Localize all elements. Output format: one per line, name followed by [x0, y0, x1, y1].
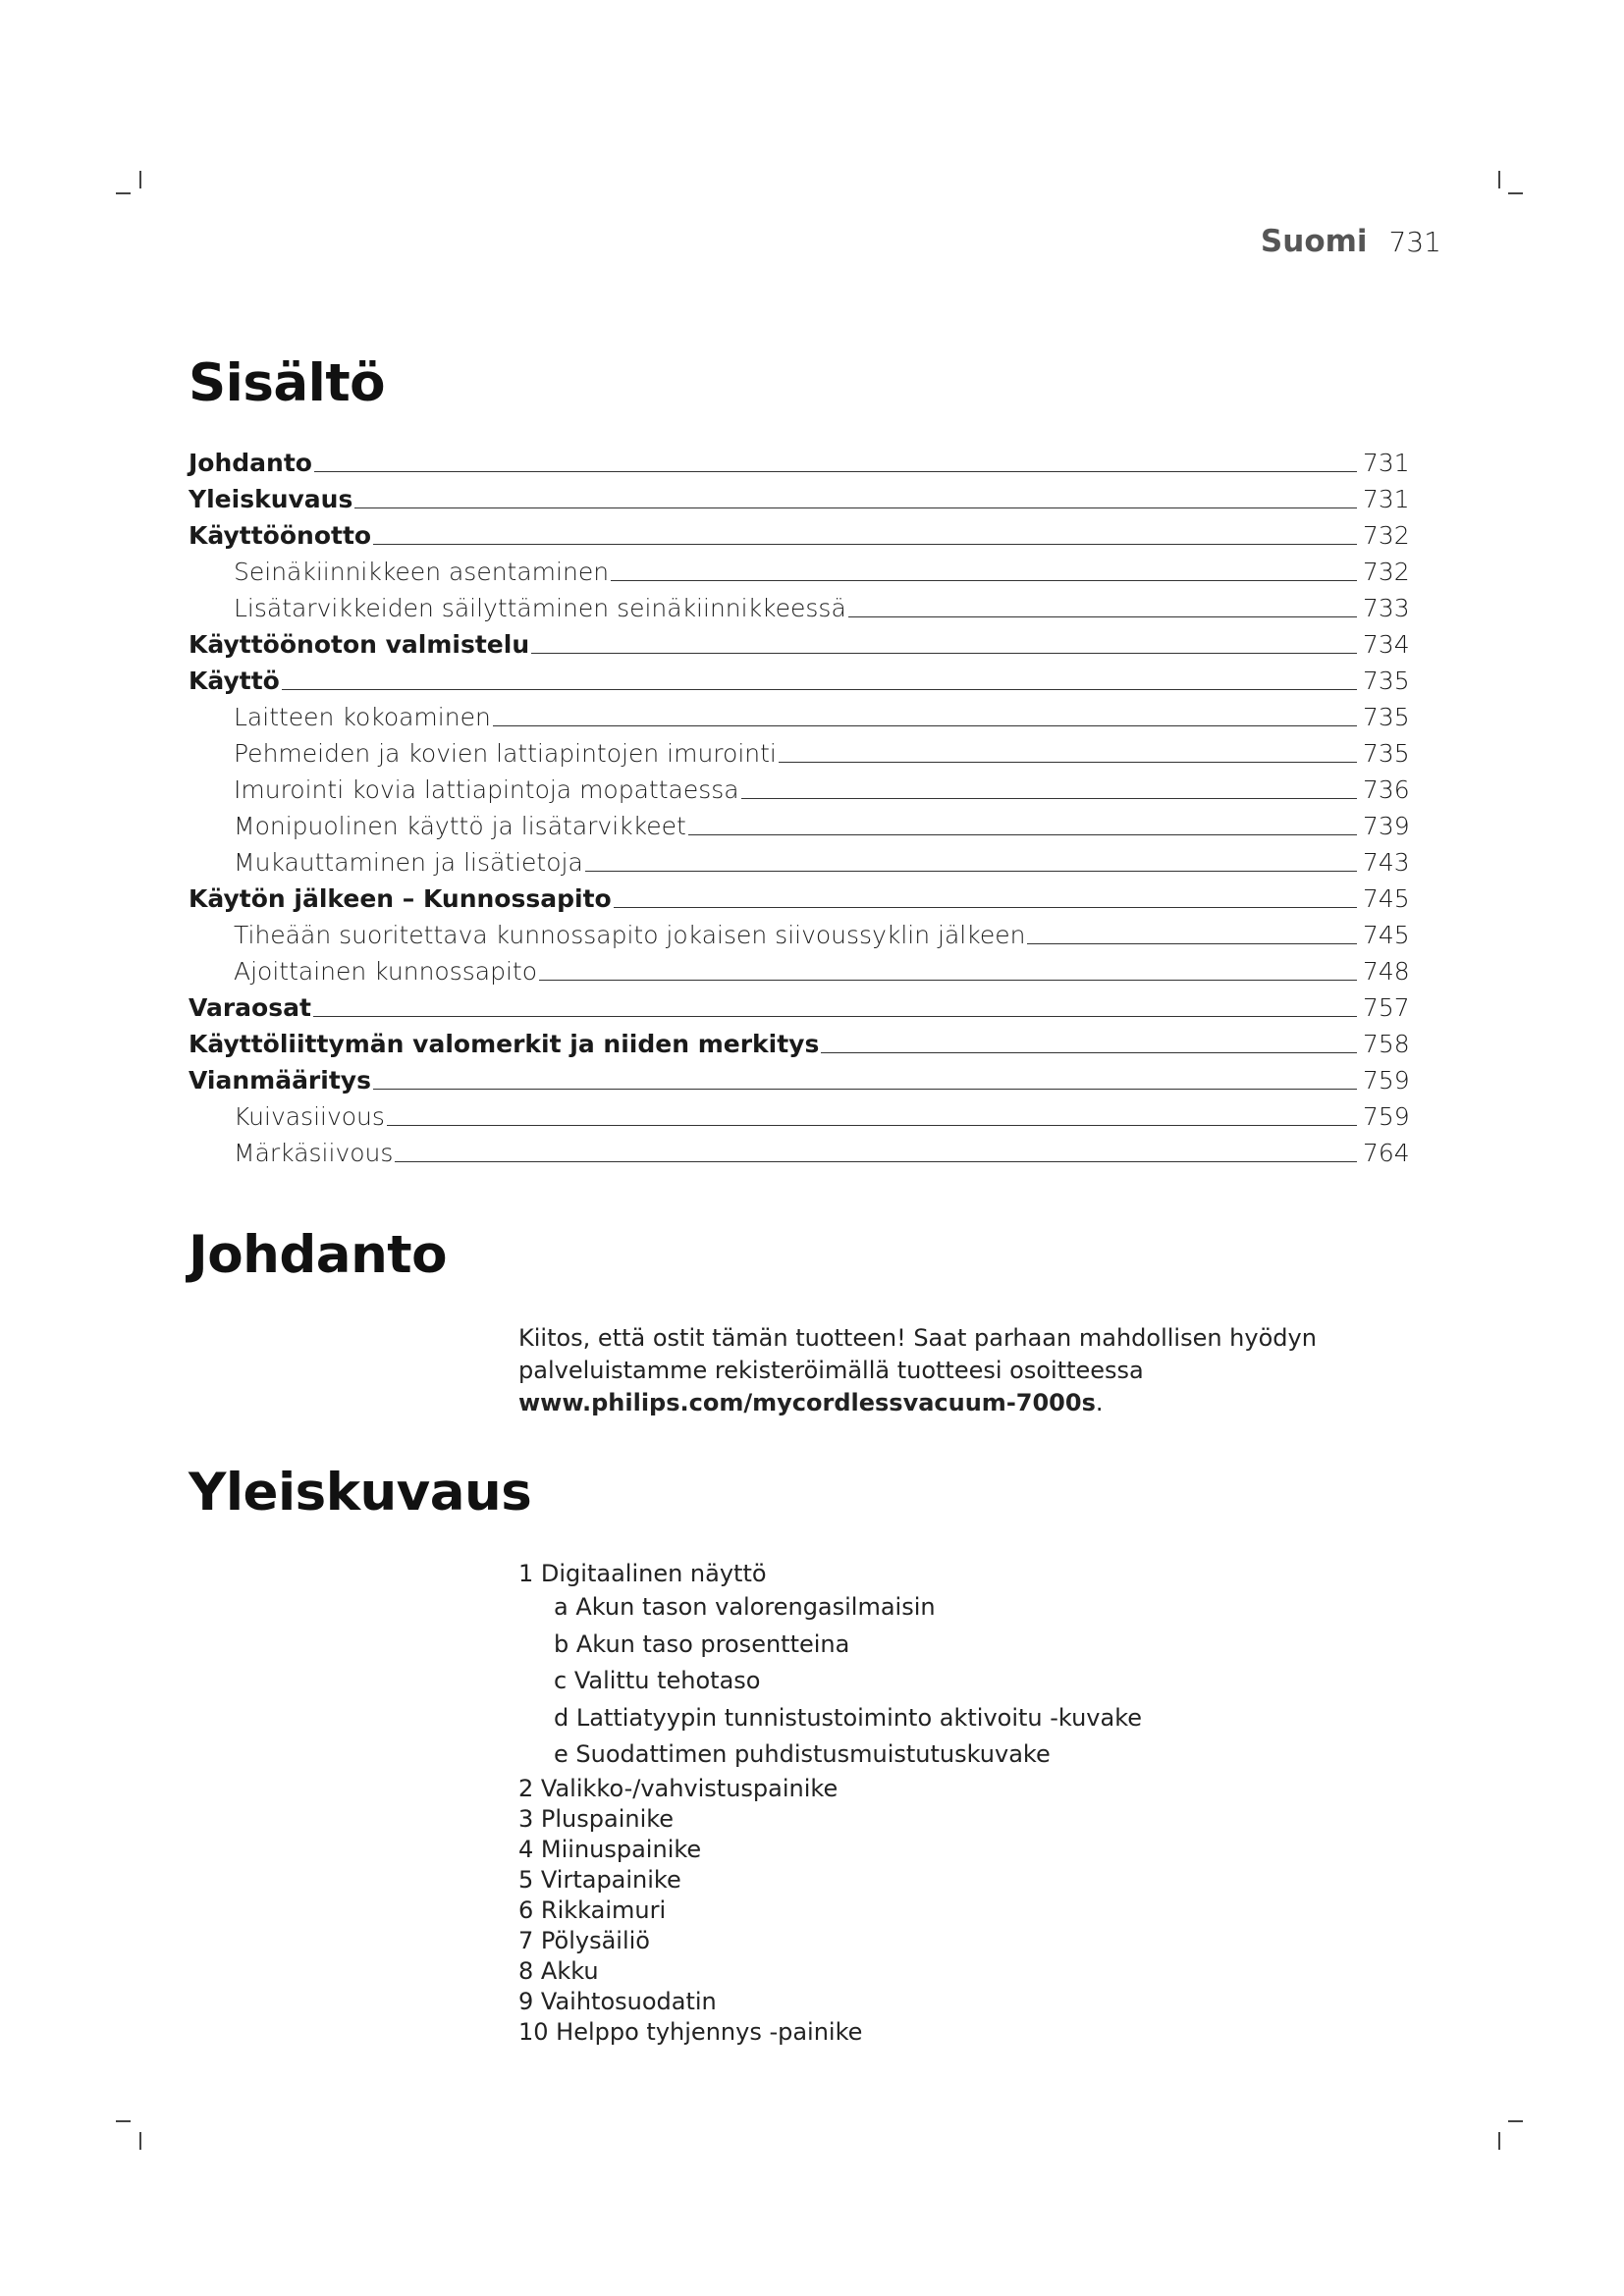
toc-entry-page: 739: [1363, 812, 1410, 840]
crop-mark-top-right-h: [1508, 192, 1523, 194]
toc-leader-line: [1027, 942, 1357, 944]
toc-entry-page: 731: [1363, 449, 1410, 477]
crop-mark-bottom-right-h: [1508, 2120, 1523, 2122]
toc-entry-title: Monipuolinen käyttö ja lisätarvikkeet: [234, 812, 686, 840]
overview-item: 10 Helppo tyhjennys -painike: [518, 2017, 863, 2046]
overview-item: 6 Rikkaimuri: [518, 1896, 667, 1924]
toc-entry-title: Vianmääritys: [189, 1066, 371, 1095]
crop-mark-top-left-h: [116, 192, 131, 194]
toc-leader-line: [373, 543, 1357, 545]
overview-subitem: c Valittu tehotaso: [554, 1667, 761, 1694]
toc-leader-line: [779, 761, 1357, 763]
toc-entry-title: Käyttöliittymän valomerkit ja niiden merkitys: [189, 1030, 820, 1058]
toc-entry-title: Märkäsiivous: [234, 1139, 394, 1167]
toc-entry[interactable]: [189, 950, 1455, 987]
toc-leader-line: [848, 615, 1357, 617]
toc-entry[interactable]: [189, 1023, 1455, 1059]
toc-entry-title: Mukauttaminen ja lisätietoja: [234, 848, 583, 877]
toc-entry[interactable]: [189, 514, 1455, 551]
header-language: Suomi: [1260, 224, 1368, 259]
overview-item: 8 Akku: [518, 1956, 599, 1985]
toc-entry-title: Varaosat: [189, 993, 311, 1022]
toc-entry[interactable]: [189, 1132, 1455, 1168]
toc-entry-title: Käytön jälkeen – Kunnossapito: [189, 884, 612, 913]
overview-item: 2 Valikko-/vahvistuspainike: [518, 1774, 839, 1802]
crop-mark-top-right-v: [1498, 171, 1500, 188]
toc-entry[interactable]: [189, 1095, 1455, 1132]
toc-leader-line: [493, 724, 1357, 726]
toc-leader-line: [373, 1088, 1357, 1090]
crop-mark-bottom-left-h: [116, 2120, 131, 2122]
toc-entry-page: 745: [1363, 921, 1410, 949]
toc-leader-line: [539, 979, 1357, 981]
toc-leader-line: [354, 507, 1357, 508]
toc-entry[interactable]: [189, 442, 1455, 478]
toc-entry-title: Imurointi kovia lattiapintoja mopattaessa: [234, 775, 739, 804]
table-of-contents: [189, 442, 1455, 1168]
toc-entry-page: 748: [1363, 957, 1410, 986]
intro-url-link[interactable]: www.philips.com/mycordlessvacuum-7000s: [518, 1389, 1096, 1416]
overview-list: [518, 1559, 1402, 2048]
toc-entry-title: Tiheään suoritettava kunnossapito jokaisen siivoussyklin jälkeen: [234, 921, 1026, 949]
toc-leader-line: [821, 1051, 1357, 1053]
toc-leader-line: [387, 1124, 1357, 1126]
toc-entry-page: 735: [1363, 667, 1410, 695]
crop-mark-bottom-left-v: [139, 2132, 141, 2150]
toc-entry-page: 743: [1363, 848, 1410, 877]
toc-entry-title: Lisätarvikkeiden säilyttäminen seinäkiinnikkeessä: [234, 594, 846, 622]
toc-leader-line: [741, 797, 1357, 799]
toc-leader-line: [314, 470, 1357, 472]
toc-entry-title: Käyttöönoton valmistelu: [189, 630, 530, 659]
toc-title: Sisältö: [189, 353, 386, 413]
header-page-number: 731: [1388, 226, 1441, 258]
toc-entry-page: 732: [1363, 521, 1410, 550]
toc-entry-page: 736: [1363, 775, 1410, 804]
overview-subitem: b Akun taso prosentteina: [554, 1629, 850, 1658]
overview-item: 5 Virtapainike: [518, 1865, 681, 1894]
toc-entry-page: 732: [1363, 558, 1410, 586]
intro-paragraph: [518, 1322, 1363, 1419]
running-head: [1261, 224, 1441, 259]
toc-entry-page: 764: [1363, 1139, 1410, 1167]
toc-entry-title: Ajoittainen kunnossapito: [234, 957, 537, 986]
toc-entry[interactable]: [189, 805, 1455, 841]
overview-item: 4 Miinuspainike: [518, 1835, 702, 1863]
toc-entry[interactable]: [189, 478, 1455, 514]
intro-text: Kiitos, että ostit tämän tuotteen! Saat parhaan mahdollisen hyödyn palveluistamme rekisteröimällä tuotteesi osoitteessa: [518, 1324, 1317, 1384]
toc-leader-line: [688, 833, 1357, 835]
toc-entry[interactable]: [189, 623, 1455, 660]
toc-entry-title: Laitteen kokoaminen: [234, 703, 491, 731]
toc-entry[interactable]: [189, 696, 1455, 732]
toc-entry-page: 745: [1363, 884, 1410, 913]
toc-entry-page: 759: [1363, 1066, 1410, 1095]
intro-end: .: [1095, 1389, 1104, 1416]
crop-mark-bottom-right-v: [1498, 2132, 1500, 2150]
toc-entry[interactable]: [189, 551, 1455, 587]
toc-leader-line: [585, 870, 1357, 872]
toc-entry[interactable]: [189, 1059, 1455, 1095]
toc-entry-page: 733: [1363, 594, 1410, 622]
toc-entry-page: 757: [1363, 993, 1410, 1022]
overview-subitem: a Akun tason valorengasilmaisin: [554, 1593, 936, 1621]
overview-item: 1 Digitaalinen näyttö: [518, 1560, 767, 1587]
toc-leader-line: [611, 579, 1357, 581]
toc-entry-title: Kuivasiivous: [234, 1102, 385, 1131]
crop-mark-top-left-v: [139, 171, 141, 188]
toc-entry-title: Seinäkiinnikkeen asentaminen: [234, 558, 610, 586]
toc-entry-page: 734: [1363, 630, 1410, 659]
toc-entry[interactable]: [189, 732, 1455, 769]
overview-item: 3 Pluspainike: [518, 1804, 675, 1833]
toc-entry-page: 735: [1363, 703, 1410, 731]
toc-leader-line: [531, 652, 1357, 654]
toc-entry-page: 759: [1363, 1102, 1410, 1131]
toc-leader-line: [282, 688, 1357, 690]
toc-entry-title: Johdanto: [189, 449, 312, 477]
intro-title: Johdanto: [189, 1225, 448, 1285]
toc-entry-title: Pehmeiden ja kovien lattiapintojen imurointi: [234, 739, 777, 768]
toc-leader-line: [313, 1015, 1357, 1017]
toc-entry[interactable]: [189, 841, 1455, 878]
overview-item: 7 Pölysäiliö: [518, 1926, 650, 1954]
toc-entry[interactable]: [189, 878, 1455, 914]
toc-entry-title: Yleiskuvaus: [189, 485, 353, 513]
toc-entry[interactable]: [189, 587, 1455, 623]
overview-title: Yleiskuvaus: [189, 1463, 532, 1522]
overview-item: 9 Vaihtosuodatin: [518, 1987, 717, 2015]
toc-entry[interactable]: [189, 769, 1455, 805]
toc-entry-title: Käyttöönotto: [189, 521, 372, 550]
toc-entry-page: 758: [1363, 1030, 1410, 1058]
toc-leader-line: [395, 1160, 1357, 1162]
toc-entry[interactable]: [189, 914, 1455, 950]
overview-subitem: e Suodattimen puhdistusmuistutuskuvake: [554, 1740, 1051, 1768]
toc-entry-page: 735: [1363, 739, 1410, 768]
toc-entry-title: Käyttö: [189, 667, 280, 695]
toc-entry[interactable]: [189, 660, 1455, 696]
toc-entry-page: 731: [1363, 485, 1410, 513]
toc-leader-line: [614, 906, 1357, 908]
overview-subitem: d Lattiatyypin tunnistustoiminto aktivoitu -kuvake: [554, 1703, 1143, 1732]
toc-entry[interactable]: [189, 987, 1455, 1023]
